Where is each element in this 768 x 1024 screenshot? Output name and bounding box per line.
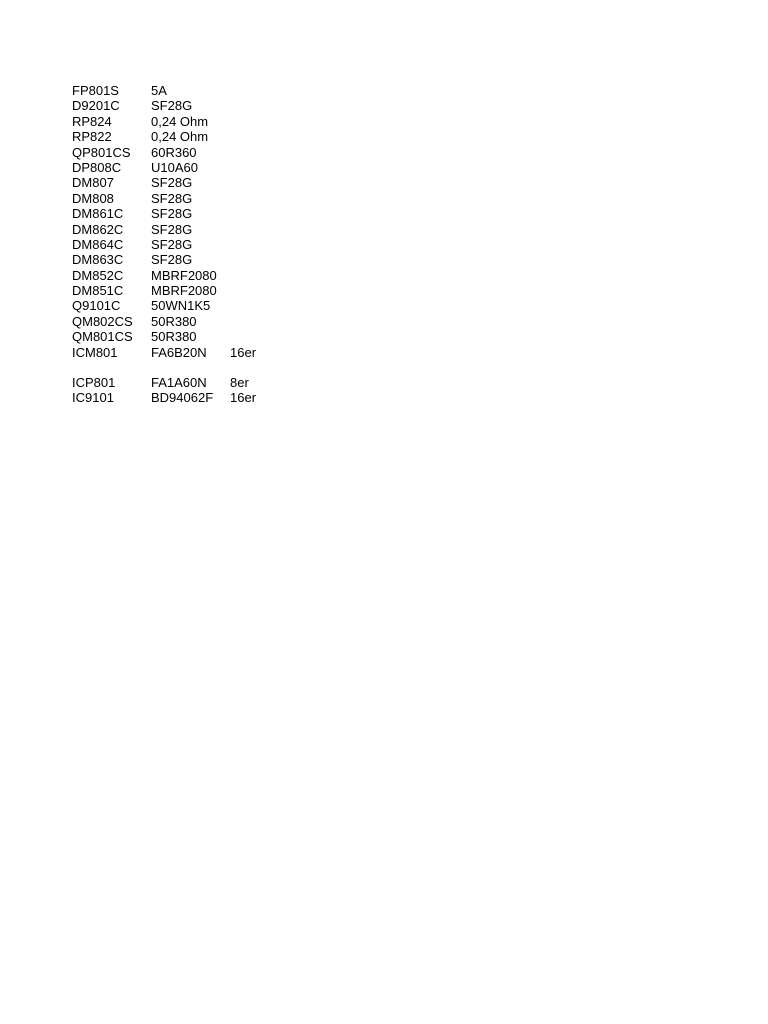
part-value: 5A <box>151 83 167 98</box>
part-value: SF28G <box>151 98 193 114</box>
part-reference: D9201C <box>72 98 120 114</box>
part-value: FA1A60N <box>151 374 207 390</box>
part-value: 50WN1K5 <box>151 298 211 314</box>
part-value: FA6B20N <box>151 344 207 360</box>
part-reference: QP801CS <box>72 144 131 160</box>
part-reference: QM802CS <box>72 313 133 329</box>
part-value: 50R380 <box>151 313 197 329</box>
part-reference: Q9101C <box>72 298 121 314</box>
part-reference: RP824 <box>72 113 112 129</box>
part-reference: DM807 <box>72 175 114 191</box>
part-reference: IC9101 <box>72 390 114 406</box>
part-reference: ICM801 <box>72 344 118 360</box>
part-value: 60R360 <box>151 144 197 160</box>
part-value: SF28G <box>151 252 193 268</box>
part-reference: DM863C <box>72 252 124 268</box>
part-value: MBRF2080 <box>151 283 217 299</box>
part-reference: DM862C <box>72 221 124 237</box>
part-value: SF28G <box>151 236 193 252</box>
part-value: SF28G <box>151 221 193 237</box>
part-reference: DM861C <box>72 206 124 222</box>
part-note: 16er <box>230 344 257 360</box>
part-value: MBRF2080 <box>151 267 217 283</box>
part-reference: FP801S <box>72 83 119 98</box>
part-value: SF28G <box>151 206 193 222</box>
part-note: 16er <box>230 390 257 406</box>
part-value: 50R380 <box>151 329 197 345</box>
part-value: U10A60 <box>151 159 198 175</box>
part-value: SF28G <box>151 175 193 191</box>
part-value: SF28G <box>151 190 193 206</box>
part-reference: ICP801 <box>72 374 116 390</box>
part-note: 8er <box>230 374 249 390</box>
part-value: 0,24 Ohm <box>151 129 209 145</box>
part-reference: DM808 <box>72 190 114 206</box>
part-value: 0,24 Ohm <box>151 113 209 129</box>
part-reference: RP822 <box>72 129 112 145</box>
part-reference: DP808C <box>72 159 122 175</box>
part-reference: DM851C <box>72 283 124 299</box>
part-value: BD94062F <box>151 390 214 406</box>
part-reference: QM801CS <box>72 329 133 345</box>
part-reference: DM864C <box>72 236 124 252</box>
part-reference: DM852C <box>72 267 124 283</box>
